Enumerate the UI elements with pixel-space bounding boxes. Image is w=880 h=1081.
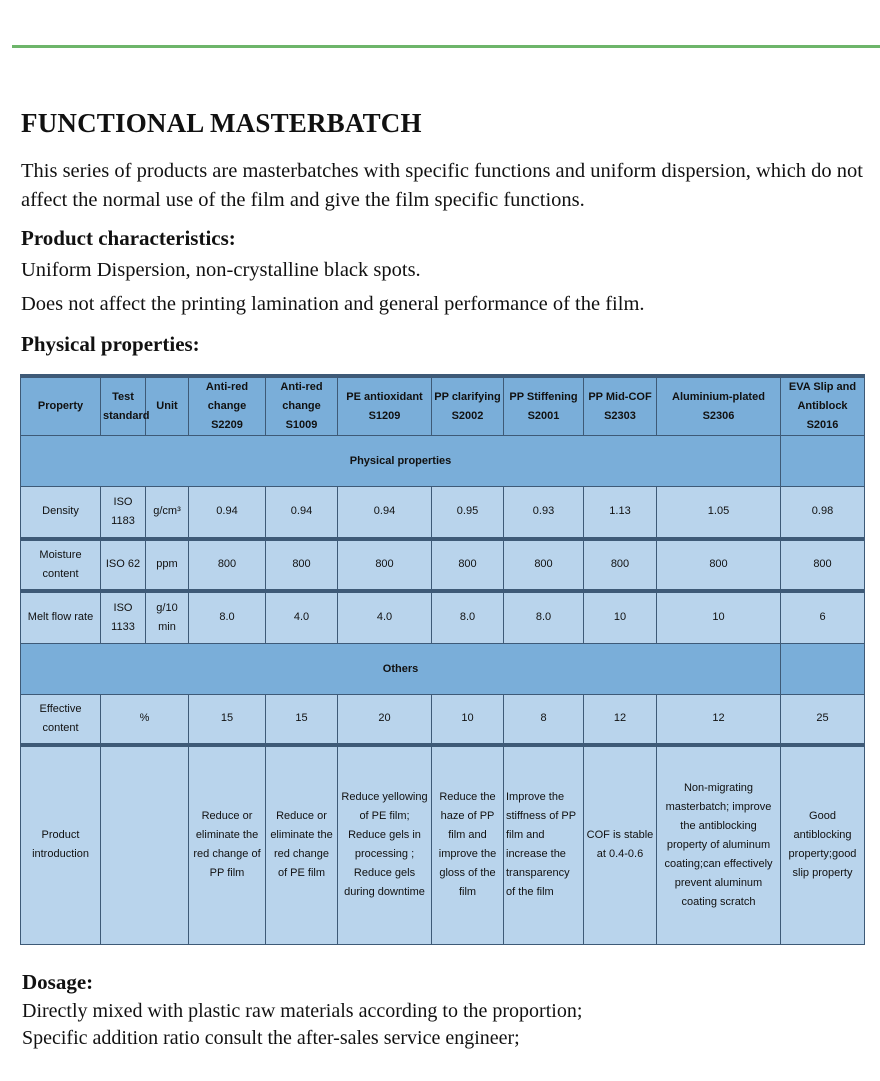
dosage-line-1: Directly mixed with plastic raw materials according to the proportion; — [22, 1000, 583, 1022]
table-row-moisture — [21, 539, 865, 591]
table-cell: COF is stable at 0.4-0.6 — [584, 745, 657, 945]
top-divider — [12, 45, 880, 48]
dosage-line-2: Specific addition ratio consult the after-sales service engineer; — [22, 1027, 520, 1049]
row-standard: ISO 1133 — [101, 591, 146, 644]
header-test-standard: Test standard — [101, 376, 146, 436]
table-cell: 10 — [657, 591, 781, 644]
row-unit: % — [101, 695, 189, 745]
header-s2001: PP Stiffening S2001 — [504, 376, 584, 436]
header-s1009: Anti-red change S1009 — [266, 376, 338, 436]
properties-table — [20, 374, 865, 945]
table-row-introduction — [21, 745, 865, 945]
table-cell: 800 — [338, 539, 432, 591]
section-row-others — [21, 644, 865, 695]
table-cell: 1.05 — [657, 487, 781, 539]
table-cell: Reduce yellowing of PE film; Reduce gels in processing ; Reduce gels during downtime — [338, 745, 432, 945]
table-cell: 0.93 — [504, 487, 584, 539]
table-cell: 20 — [338, 695, 432, 745]
table-cell: 800 — [504, 539, 584, 591]
row-unit: g/10 min — [146, 591, 189, 644]
table-row-density — [21, 487, 865, 539]
table-cell: 12 — [584, 695, 657, 745]
intro-paragraph: This series of products are masterbatches with specific functions and uniform dispersion, which do not affect the normal use of the film and give the film specific functions. — [21, 160, 864, 211]
row-unit: ppm — [146, 539, 189, 591]
table-cell: Reduce the haze of PP film and improve the gloss of the film — [432, 745, 504, 945]
row-standard: ISO 1183 — [101, 487, 146, 539]
table-cell: 15 — [266, 695, 338, 745]
physical-properties-heading: Physical properties: — [21, 332, 200, 356]
row-label: Effective content — [21, 695, 101, 745]
table-cell: 800 — [432, 539, 504, 591]
table-header-row — [21, 376, 865, 436]
row-label: Moisture content — [21, 539, 101, 591]
table-cell: 0.94 — [189, 487, 266, 539]
header-s2306: Aluminium-plated S2306 — [657, 376, 781, 436]
table-cell: Non-migrating masterbatch; improve the antiblocking property of aluminum coating;can effectively prevent aluminum coating scratch — [657, 745, 781, 945]
table-cell: 0.94 — [266, 487, 338, 539]
dosage-heading: Dosage: — [22, 970, 94, 994]
header-s2002: PP clarifying S2002 — [432, 376, 504, 436]
page-title: FUNCTIONAL MASTERBATCH — [21, 108, 422, 138]
table-cell: 12 — [657, 695, 781, 745]
header-s2016: EVA Slip and Antiblock S2016 — [781, 376, 865, 436]
header-s2303: PP Mid-COF S2303 — [584, 376, 657, 436]
table-row-effective — [21, 695, 865, 745]
row-label: Density — [21, 487, 101, 539]
table-cell: Reduce or eliminate the red change of PE film — [266, 745, 338, 945]
table-cell: 800 — [189, 539, 266, 591]
table-cell: 0.94 — [338, 487, 432, 539]
table-cell: Good antiblocking property;good slip property — [781, 745, 865, 945]
table-cell: 4.0 — [338, 591, 432, 644]
characteristic-line-2: Does not affect the printing lamination and general performance of the film. — [21, 293, 645, 315]
row-label: Product introduction — [21, 745, 101, 945]
table-cell: 15 — [189, 695, 266, 745]
table-cell: 0.98 — [781, 487, 865, 539]
table-cell: 800 — [781, 539, 865, 591]
table-cell: 8.0 — [189, 591, 266, 644]
table-cell: 800 — [657, 539, 781, 591]
table-row-meltflow — [21, 591, 865, 644]
table-cell: 0.95 — [432, 487, 504, 539]
row-label: Melt flow rate — [21, 591, 101, 644]
table-cell: Improve the stiffness of PP film and increase the transparency of the film — [504, 745, 584, 945]
table-cell: 1.13 — [584, 487, 657, 539]
section-label: Others — [21, 644, 781, 695]
table-cell: 10 — [432, 695, 504, 745]
row-unit: g/cm³ — [146, 487, 189, 539]
section-row-physical — [21, 436, 865, 487]
characteristics-heading: Product characteristics: — [21, 226, 236, 250]
table-cell: 10 — [584, 591, 657, 644]
row-standard: ISO 62 — [101, 539, 146, 591]
table-cell: 800 — [266, 539, 338, 591]
table-cell: Reduce or eliminate the red change of PP film — [189, 745, 266, 945]
table-cell: 800 — [584, 539, 657, 591]
header-property: Property — [21, 376, 101, 436]
table-cell: 8.0 — [504, 591, 584, 644]
section-label: Physical properties — [21, 436, 781, 487]
header-s2209: Anti-red change S2209 — [189, 376, 266, 436]
characteristic-line-1: Uniform Dispersion, non-crystalline black spots. — [21, 259, 421, 281]
table-cell: 6 — [781, 591, 865, 644]
header-unit: Unit — [146, 376, 189, 436]
table-cell: 4.0 — [266, 591, 338, 644]
header-s1209: PE antioxidant S1209 — [338, 376, 432, 436]
table-cell: 8.0 — [432, 591, 504, 644]
table-cell: 8 — [504, 695, 584, 745]
table-cell: 25 — [781, 695, 865, 745]
